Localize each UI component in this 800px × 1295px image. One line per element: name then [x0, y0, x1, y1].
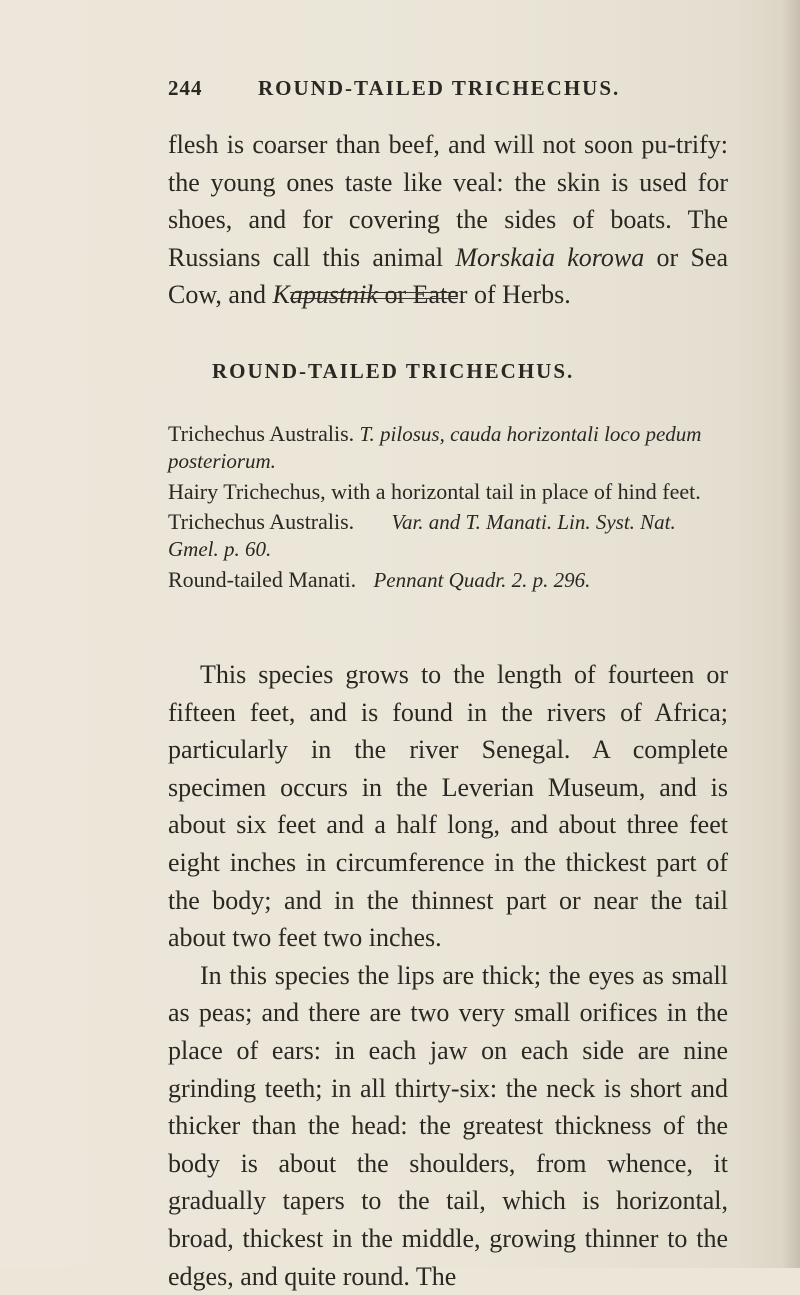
intro-text-e: or Eater of Herbs. — [377, 280, 571, 310]
page-edge-shadow — [782, 0, 800, 1268]
intro-term-kapustnik: Kapustnik — [272, 280, 378, 310]
synonym-name-3: Trichechus Australis. — [168, 509, 355, 534]
synonymy-line-2 — [168, 478, 728, 506]
intro-text-c: or Sea Cow, and — [168, 242, 728, 310]
synonym-latin-description: T. pilosus, cauda horizontali loco pedum posteriorum. — [168, 422, 702, 473]
synonym-name-1: Trichechus Australis. — [168, 421, 355, 446]
body-paragraph-1: This species grows to the length of fourteen or fifteen feet, and is found in the rivers of Africa; particularly in the river Senegal. A complete specimen occurs in the Leverian Museum, and is about six feet and a half long, and about three feet eight inches in circumference in the thickest part of the body; and in the thinnest part or near the tail about two feet two inches. — [168, 660, 728, 953]
synonymy-line-3 — [168, 508, 728, 563]
synonym-reference-pennant: Pennant Quadr. 2. p. 296. — [373, 568, 591, 592]
synonym-reference-linnaeus: Var. and T. Manati. Lin. Syst. Nat. Gmel. p. 60. — [168, 510, 676, 561]
body-text — [168, 656, 728, 1295]
intro-term-morskaia: Morskaia korowa — [455, 242, 645, 272]
synonym-name-4: Round-tailed Manati. — [168, 567, 357, 592]
page-number: 244 — [168, 76, 203, 100]
section-divider — [290, 292, 458, 299]
synonym-english-description: Hairy Trichechus, with a horizontal tail in place of hind feet. — [168, 479, 701, 504]
intro-paragraph — [168, 126, 728, 314]
running-title: ROUND-TAILED TRICHECHUS. — [258, 76, 621, 100]
section-heading: ROUND-TAILED TRICHECHUS. — [212, 359, 575, 383]
synonymy-line-4 — [168, 566, 728, 594]
synonymy-line-1 — [168, 420, 728, 475]
body-paragraph-2: In this species the lips are thick; the eyes as small as peas; and there are two very small orifices in the place of ears: in each jaw on each side are nine grinding teeth; in all thirty-six: the neck is short and thicker than the head: the greatest thickness of the body is about the shoulders, from whence, it gradually tapers to the tail, which is horizontal, broad, thickest in the middle, growing thinner to the edges, and quite round. The — [168, 960, 728, 1291]
intro-text-a: flesh is coarser than beef, and will not soon pu-trify: the young ones taste like veal: the skin is used for shoes, and for covering the sides of boats. The Russians call this animal — [168, 130, 728, 272]
